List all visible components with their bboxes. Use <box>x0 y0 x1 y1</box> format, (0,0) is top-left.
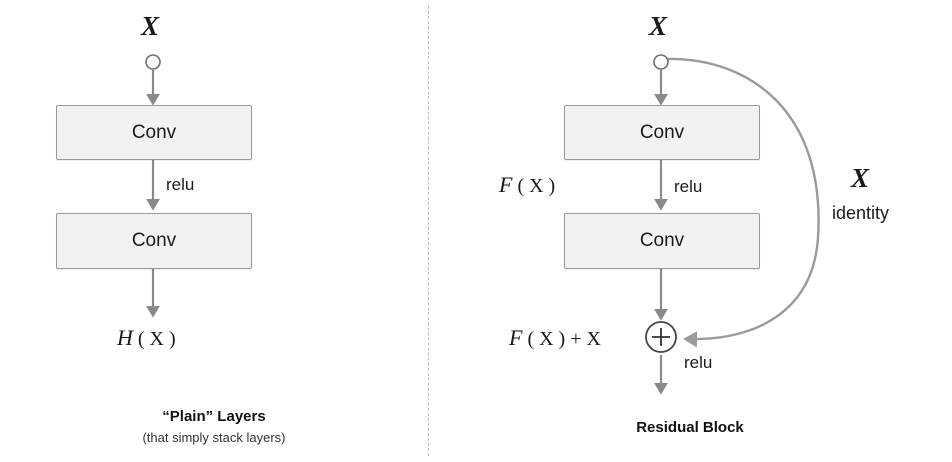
plain-conv-block-2-label: Conv <box>131 230 177 251</box>
residual-input-node-circle <box>654 55 668 69</box>
plain-relu-label-1: relu <box>166 175 195 194</box>
input-node-circle <box>146 55 160 69</box>
residual-caption-title: Residual Block <box>636 419 744 436</box>
skip-connection-path <box>668 59 819 339</box>
residual-conv-block-1 <box>564 105 760 160</box>
residual-input-label: X <box>649 11 668 41</box>
residual-relu-label-2: relu <box>684 353 713 372</box>
panel-plain-layers <box>0 0 428 462</box>
skip-label-identity: identity <box>832 203 890 223</box>
residual-conv-block-2 <box>564 213 760 269</box>
plain-output-arg: ( X ) <box>137 328 176 350</box>
residual-conv-block-1-label: Conv <box>639 121 685 143</box>
residual-sum-script: F <box>509 325 523 350</box>
residual-conv-block-2-label: Conv <box>639 230 685 251</box>
panel-residual-block <box>428 0 952 462</box>
plain-conv-block-1 <box>56 105 252 160</box>
plain-conv-block-1-label: Conv <box>131 121 177 143</box>
residual-branch-arg: ( X ) <box>517 175 556 197</box>
skip-label-x: X <box>851 163 870 193</box>
plain-caption-title: “Plain” Layers <box>162 408 266 425</box>
residual-relu-label-1: relu <box>674 177 703 196</box>
plain-output-label <box>117 325 176 351</box>
plain-output-script: H <box>117 325 133 350</box>
residual-branch-script: F <box>499 172 513 197</box>
residual-branch-label <box>499 172 555 198</box>
plain-caption-subtitle: (that simply stack layers) <box>142 430 286 445</box>
plain-conv-block-2 <box>56 213 252 269</box>
residual-sum-arg: ( X ) + X <box>527 328 601 350</box>
plain-input-label: X <box>141 11 160 41</box>
residual-sum-label <box>509 325 601 351</box>
